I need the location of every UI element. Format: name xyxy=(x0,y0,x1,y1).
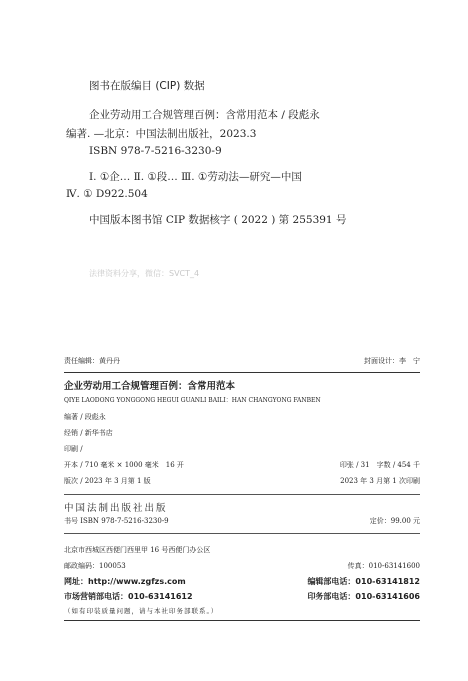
website: 网址：http://www.zgfzs.com xyxy=(64,577,186,586)
fax: 传真：010-63141600 xyxy=(347,562,420,570)
cover-design-credit: 封面设计：李 宁 xyxy=(364,357,420,365)
cip-line-publisher: 编著. —北京：中国法制出版社，2023.3 xyxy=(66,128,257,140)
quality-note: （如有印装质量问题，请与本社印务部联系。） xyxy=(64,607,219,615)
cip-line-title: 企业劳动用工合规管理百例：含常用范本 / 段彪永 xyxy=(89,109,320,121)
top-rule xyxy=(64,372,420,373)
editorial-phone: 编辑部电话：010-63141812 xyxy=(307,577,420,586)
book-title: 企业劳动用工合规管理百例：含常用范本 xyxy=(64,381,236,392)
editor-credit: 责任编辑：黄丹丹 xyxy=(64,357,120,365)
book-title-pinyin: QIYE LAODONG YONGGONG HEGUI GUANLI BAILI：HAN CHANGYONG FANBEN xyxy=(64,397,321,404)
author: 编著 / 段彪永 xyxy=(64,413,106,421)
printing-phone: 印务部电话：010-63141606 xyxy=(307,592,420,601)
printer: 印刷 / xyxy=(64,445,83,453)
sheets-wordcount: 印张 / 31 字数 / 454 千 xyxy=(339,461,420,469)
distributor: 经销 / 新华书店 xyxy=(64,429,113,437)
marketing-phone: 市场营销部电话：010-63141612 xyxy=(64,592,193,601)
cip-line-classification: Ⅰ. ①企… Ⅱ. ①段… Ⅲ. ①劳动法—研究—中国 xyxy=(89,171,302,183)
isbn: 书号 ISBN 978-7-5216-3230-9 xyxy=(64,517,169,525)
edition: 版次 / 2023 年 3 月第 1 版 xyxy=(64,477,151,485)
postcode: 邮政编码：100053 xyxy=(64,562,126,570)
bottom-rule xyxy=(64,620,420,621)
format: 开本 / 710 毫米 × 1000 毫米 16 开 xyxy=(64,461,184,469)
cip-line-isbn: ISBN 978-7-5216-3230-9 xyxy=(89,145,222,157)
address: 北京市西城区西便门西里甲 16 号西便门办公区 xyxy=(64,546,211,554)
middle-rule xyxy=(64,494,420,495)
lower-rule xyxy=(64,533,420,534)
price: 定价：99.00 元 xyxy=(369,517,420,525)
watermark: 法律资料分享，微信：SVCT_4 xyxy=(89,269,200,278)
cip-line-clc: Ⅳ. ① D922.504 xyxy=(66,188,148,200)
cip-heading: 图书在版编目 (CIP) 数据 xyxy=(89,80,205,92)
cip-line-record: 中国版本图书馆 CIP 数据核字 ( 2022 ) 第 255391 号 xyxy=(89,214,347,226)
publisher-name: 中国法制出版社出版 xyxy=(64,503,168,514)
printing: 2023 年 3 月第 1 次印刷 xyxy=(340,477,420,485)
